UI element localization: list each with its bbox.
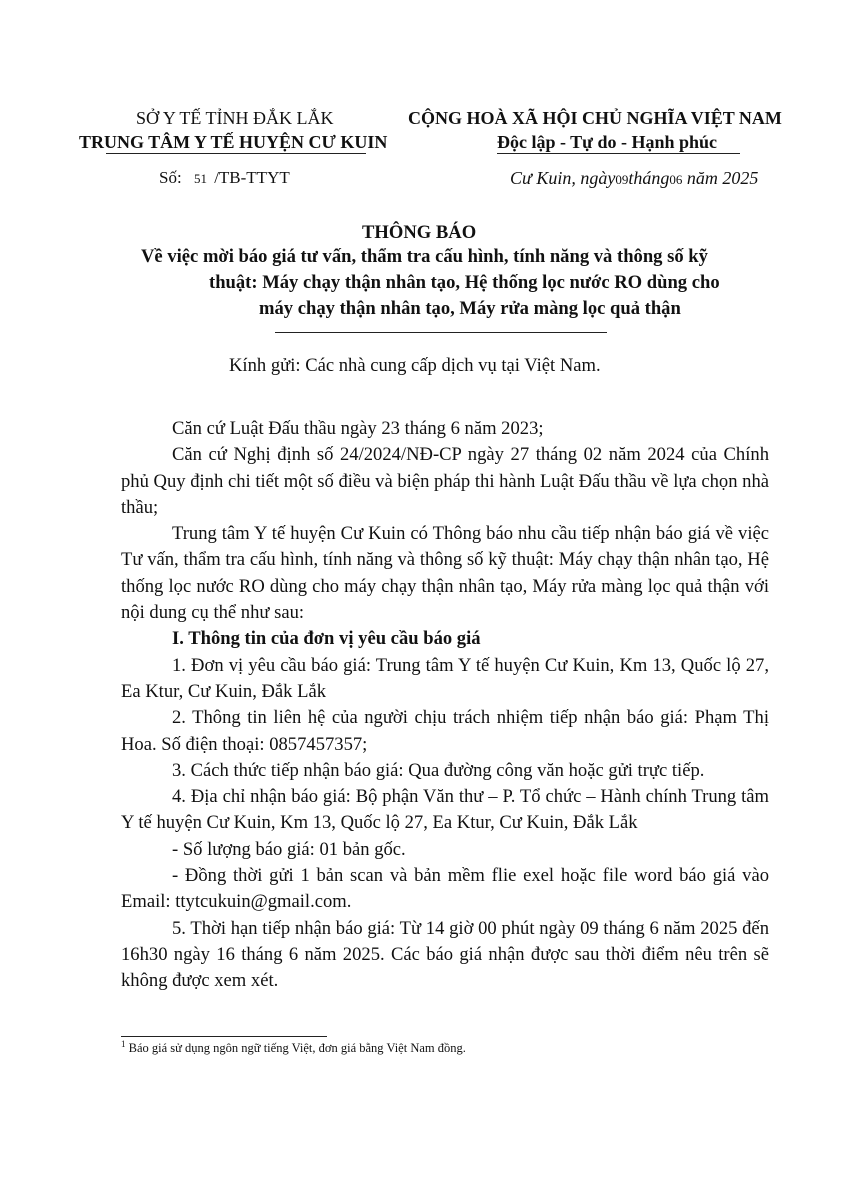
date-day: 09 — [615, 172, 629, 187]
doc-number — [159, 168, 290, 188]
notice-title: THÔNG BÁO — [362, 222, 477, 243]
footnote-mark: 1 — [121, 1039, 126, 1049]
doc-number-label: Số: — [159, 168, 182, 187]
item-5: 5. Thời hạn tiếp nhận báo giá: Từ 14 giờ 00 phút ngày 09 tháng 6 năm 2025 đến 16h30 ngày 16 tháng 6 năm 2025. Các báo giá nhận được sau thời điểm nêu trên sẽ không được xem xét. — [121, 917, 769, 992]
item-4-quantity: - Số lượng báo giá: 01 bản gốc. — [172, 838, 406, 860]
header-dept: SỞ Y TẾ TỈNH ĐẮK LẮK — [136, 108, 334, 128]
basis-law: Căn cứ Luật Đấu thầu ngày 23 tháng 6 năm 2023; — [172, 418, 544, 439]
section-1-heading: I. Thông tin của đơn vị yêu cầu báo giá — [172, 628, 481, 650]
place-date-prefix: Cư Kuin, ngày — [510, 168, 616, 188]
doc-number-value: 51 — [193, 171, 207, 186]
header-country: CỘNG HOÀ XÃ HỘI CHỦ NGHĨA VIỆT NAM — [408, 108, 782, 128]
footnote — [121, 1039, 466, 1056]
header-motto-underline — [497, 153, 740, 154]
intro-paragraph: Trung tâm Y tế huyện Cư Kuin có Thông báo nhu cầu tiếp nhận báo giá về việc Tư vấn, thẩm tra cấu hình, tính năng và thông số kỹ thuật: Máy chạy thận nhân tạo, Hệ thống lọc nước RO dùng cho máy chạy thận nhân tạo, Máy rửa màng lọc quả thận với nội dung cụ thể như sau: — [121, 523, 769, 624]
item-4: 4. Địa chỉ nhận báo giá: Bộ phận Văn thư – P. Tổ chức – Hành chính Trung tâm Y tế huyện Cư Kuin, Km 13, Quốc lộ 27, Ea Ktur, Cư Kuin, Đắk Lắk — [121, 786, 769, 834]
footnote-separator — [121, 1036, 327, 1037]
item-1: 1. Đơn vị yêu cầu báo giá: Trung tâm Y tế huyện Cư Kuin, Km 13, Quốc lộ 27, Ea Ktur, Cư Kuin, Đắk Lắk — [121, 654, 769, 702]
basis-decree: Căn cứ Nghị định số 24/2024/NĐ-CP ngày 27 tháng 02 năm 2024 của Chính phủ Quy định chi tiết một số điều và biện pháp thi hành Luật Đấu thầu về lựa chọn nhà thầu; — [121, 444, 769, 518]
title-divider — [275, 332, 607, 333]
item-3: 3. Cách thức tiếp nhận báo giá: Qua đường công văn hoặc gửi trực tiếp. — [172, 759, 705, 781]
body-text — [121, 416, 769, 995]
header-motto: Độc lập - Tự do - Hạnh phúc — [497, 132, 718, 152]
greeting: Kính gửi: Các nhà cung cấp dịch vụ tại Việt Nam. — [229, 355, 601, 376]
header-center: TRUNG TÂM Y TẾ HUYỆN CƯ KUIN — [79, 132, 388, 152]
notice-subject-line3: máy chạy thận nhân tạo, Máy rửa màng lọc quả thận — [259, 298, 681, 319]
item-4-email: - Đồng thời gửi 1 bản scan và bản mềm flie exel hoặc file word báo giá vào Email: ttytcukuin@gmail.com. — [121, 865, 769, 913]
place-date — [510, 168, 758, 189]
date-year: năm 2025 — [686, 168, 759, 188]
notice-subject-line1: Về việc mời báo giá tư vấn, thẩm tra cấu hình, tính năng và thông số kỹ — [141, 246, 708, 267]
date-month: 06 — [669, 172, 683, 187]
doc-number-suffix: /TB-TTYT — [214, 168, 290, 187]
notice-subject-line2: thuật: Máy chạy thận nhân tạo, Hệ thống lọc nước RO dùng cho — [209, 272, 720, 293]
date-month-label: tháng — [628, 168, 670, 188]
header-center-underline — [106, 153, 366, 154]
footnote-text: Báo giá sử dụng ngôn ngữ tiếng Việt, đơn giá bằng Việt Nam đồng. — [128, 1041, 466, 1056]
item-2: 2. Thông tin liên hệ của người chịu trách nhiệm tiếp nhận báo giá: Phạm Thị Hoa. Số điện thoại: 0857457357; — [121, 707, 769, 755]
